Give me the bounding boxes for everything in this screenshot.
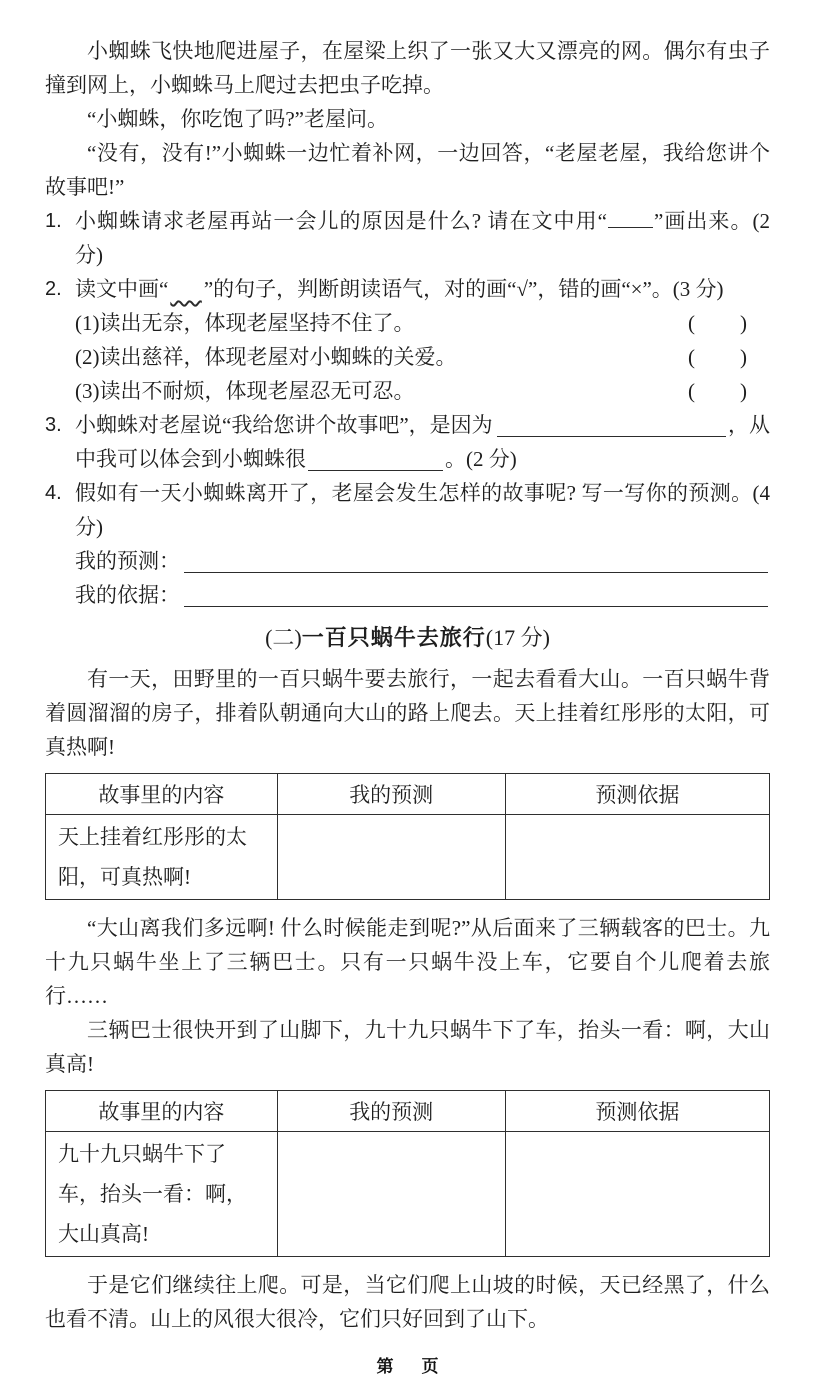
question-2-subitem-2 — [45, 340, 770, 374]
heading-prefix: (二) — [265, 625, 302, 650]
fill-blank-medium — [308, 442, 443, 471]
prediction-table-2 — [45, 1090, 770, 1257]
heading-title: 一百只蜗牛去旅行 — [301, 625, 486, 650]
passage-2-paragraph-1: 有一天，田野里的一百只蜗牛要去旅行，一起去看看大山。一百只蜗牛背着圆溜溜的房子，排着队朝通向大山的路上爬去。天上挂着红彤彤的太阳，可真热啊! — [45, 667, 770, 759]
question-2-subitem-1 — [45, 306, 770, 340]
question-4-text: 假如有一天小蜘蛛离开了，老屋会发生怎样的故事呢? 写一写你的预测。(4 分) — [75, 481, 770, 539]
prediction-fill-blank — [184, 544, 768, 573]
question-4 — [45, 476, 770, 544]
passage-1 — [45, 34, 770, 612]
table-1-cell-content: 天上挂着红彤彤的太阳，可真热啊! — [46, 815, 278, 900]
question-4-number: 4. — [45, 482, 62, 504]
question-3-line-2 — [45, 442, 770, 476]
question-3-line-1 — [45, 408, 770, 442]
prediction-answer-line — [45, 544, 770, 578]
question-1 — [45, 204, 770, 272]
question-2-text-post: ”的句子，判断朗读语气，对的画“√”，错的画“×”。(3 分) — [203, 277, 724, 301]
table-2-header-row — [46, 1091, 770, 1132]
passage-2-heading — [45, 620, 770, 656]
basis-answer-line — [45, 578, 770, 612]
table-2-header-basis: 预测依据 — [505, 1091, 769, 1132]
passage-2-paragraph-2: “大山离我们多远啊! 什么时候能走到呢?”从后面来了三辆载客的巴士。九十九只蜗牛坐上了三辆巴士。只有一只蜗牛没上车，它要自个儿爬着去旅行…… — [45, 916, 770, 1008]
prediction-label: 我的预测： — [75, 549, 180, 573]
subitem-1-text: (1)读出无奈，体现老屋坚持不住了。 — [75, 311, 415, 335]
passage-1-paragraph-1: 小蜘蛛飞快地爬进屋子，在屋梁上织了一张又大又漂亮的网。偶尔有虫子撞到网上，小蜘蛛马上爬过去把虫子吃掉。 — [45, 39, 770, 97]
question-3-text-line2: 中我可以体会到小蜘蛛很 — [75, 447, 306, 471]
basis-fill-blank — [184, 578, 768, 607]
table-1-header-content: 故事里的内容 — [46, 774, 278, 815]
passage-2 — [45, 620, 770, 1336]
question-2-text-pre: 读文中画“ — [75, 277, 169, 301]
table-1-cell-basis — [505, 815, 769, 900]
table-2-cell-content: 九十九只蜗牛下了车，抬头一看：啊，大山真高! — [46, 1132, 278, 1257]
subitem-2-text: (2)读出慈祥，体现老屋对小蜘蛛的关爱。 — [75, 345, 457, 369]
answer-bracket-2: ( ) — [688, 345, 748, 369]
question-3-text-pre: 小蜘蛛对老屋说“我给您讲个故事吧”，是因为 — [75, 413, 493, 437]
basis-label: 我的依据： — [75, 583, 180, 607]
wavy-underline-blank — [170, 272, 202, 306]
table-1-header-basis: 预测依据 — [505, 774, 769, 815]
table-2-header-prediction: 我的预测 — [277, 1091, 505, 1132]
fill-blank-long — [497, 408, 726, 437]
passage-1-paragraph-2: “小蜘蛛，你吃饱了吗?”老屋问。 — [87, 107, 388, 131]
passage-2-paragraph-4: 于是它们继续往上爬。可是，当它们爬上山坡的时候，天已经黑了，什么也看不清。山上的风很大很冷，它们只好回到了山下。 — [45, 1273, 770, 1331]
table-2-header-content: 故事里的内容 — [46, 1091, 278, 1132]
table-1-data-row — [46, 815, 770, 900]
table-2-cell-basis — [505, 1132, 769, 1257]
question-2-subitem-3 — [45, 374, 770, 408]
question-3-text-post: 。(2 分) — [445, 447, 517, 471]
table-1-cell-prediction — [277, 815, 505, 900]
straight-underline-blank — [608, 209, 653, 228]
question-3-number: 3. — [45, 414, 62, 436]
question-3 — [45, 408, 770, 476]
passage-1-paragraph-3: “没有，没有!”小蜘蛛一边忙着补网，一边回答，“老屋老屋，我给您讲个故事吧!” — [45, 141, 770, 199]
table-2-data-row — [46, 1132, 770, 1257]
question-2-number: 2. — [45, 278, 62, 300]
footer-label-right: 页 — [421, 1357, 439, 1376]
question-1-text-pre: 小蜘蛛请求老屋再站一会儿的原因是什么? 请在文中用“ — [75, 209, 607, 233]
passage-2-paragraph-3: 三辆巴士很快开到了山脚下，九十九只蜗牛下了车，抬头一看：啊，大山真高! — [45, 1018, 770, 1076]
question-1-text-post: ”画出来。(2 分) — [75, 209, 770, 267]
answer-bracket-3: ( ) — [688, 379, 748, 403]
question-3-text-mid: ，从 — [728, 413, 770, 437]
heading-score: (17 分) — [485, 625, 550, 650]
table-1-header-prediction: 我的预测 — [277, 774, 505, 815]
table-1-header-row — [46, 774, 770, 815]
answer-bracket-1: ( ) — [688, 311, 748, 335]
page-footer — [45, 1352, 770, 1377]
table-2-cell-prediction — [277, 1132, 505, 1257]
prediction-table-1 — [45, 773, 770, 900]
question-1-number: 1. — [45, 210, 62, 232]
question-2 — [45, 272, 770, 306]
footer-label-left: 第 — [376, 1357, 394, 1376]
subitem-3-text: (3)读出不耐烦，体现老屋忍无可忍。 — [75, 379, 415, 403]
